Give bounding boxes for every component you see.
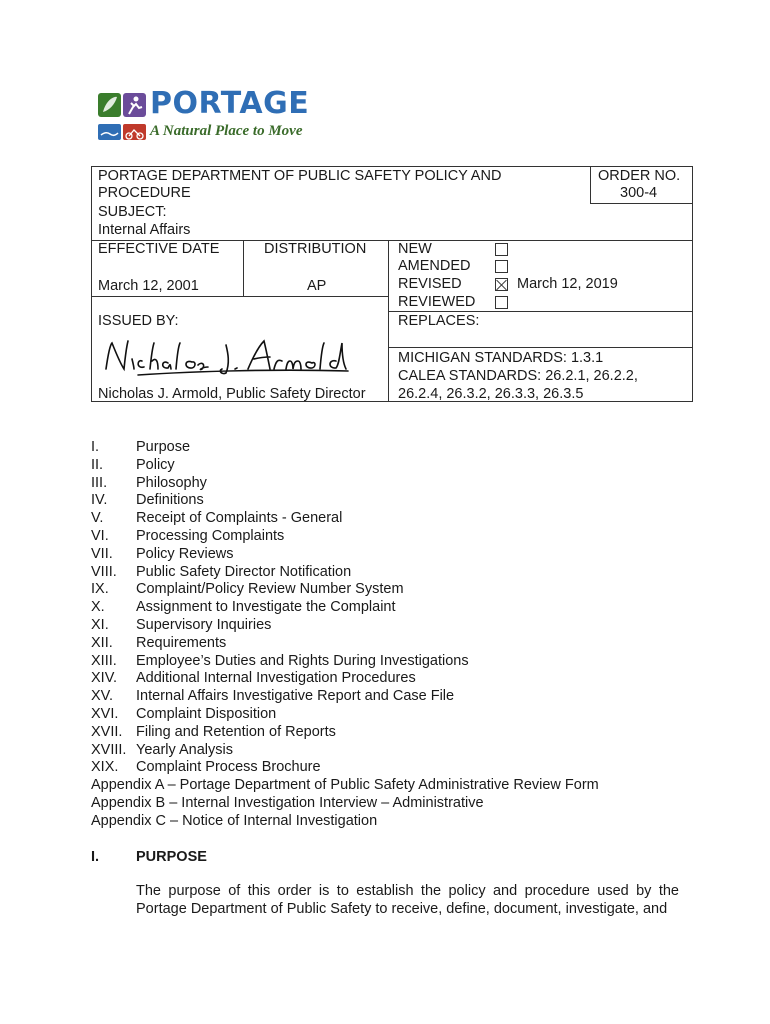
toc-item[interactable]: XIX. Complaint Process Brochure (91, 759, 321, 776)
toc-item[interactable]: VI. Processing Complaints (91, 527, 285, 544)
toc-item[interactable]: VIII. Public Safety Director Notification (91, 563, 352, 580)
policy-title-line2: PROCEDURE (98, 185, 191, 201)
appendix-a-item[interactable]: Appendix A – Portage Department of Public Safety Administrative Review Form (91, 777, 599, 794)
effective-date-label: EFFECTIVE DATE (98, 241, 220, 257)
distribution-label: DISTRIBUTION (264, 241, 367, 257)
toc-item[interactable]: VII. Policy Reviews (91, 545, 234, 562)
status-revised-label: REVISED (398, 276, 462, 292)
order-label: ORDER NO. (598, 168, 681, 184)
subject-label: SUBJECT: (98, 204, 167, 220)
new-checkbox[interactable] (495, 243, 508, 256)
toc-item[interactable]: IV. Definitions (91, 492, 204, 509)
table-of-contents (91, 439, 599, 831)
issuer-name: Nicholas J. Armold, Public Safety Director (98, 386, 366, 402)
logo-wordmark: PORTAGE (150, 86, 310, 121)
toc-item[interactable]: XVII. Filing and Retention of Reports (91, 723, 336, 740)
logo-activity-icons (98, 122, 148, 142)
reviewed-checkbox[interactable] (495, 296, 508, 309)
policy-title-line1: PORTAGE DEPARTMENT OF PUBLIC SAFETY POLICY AND (98, 168, 502, 184)
distribution-value: AP (307, 278, 327, 294)
toc-item[interactable]: XVI. Complaint Disposition (91, 705, 277, 722)
portage-logo (98, 86, 313, 146)
policy-header-table (91, 166, 693, 402)
toc-item[interactable]: III. Philosophy (91, 474, 207, 491)
calea-standards-line2: 26.2.4, 26.3.2, 26.3.3, 26.3.5 (398, 386, 584, 402)
amended-checkbox[interactable] (495, 260, 508, 273)
revised-date: March 12, 2019 (517, 276, 618, 292)
subject-value: Internal Affairs (98, 222, 191, 238)
calea-standards-line1: CALEA STANDARDS: 26.2.1, 26.2.2, (398, 368, 638, 384)
section-number: I. (91, 849, 100, 865)
issued-by-label: ISSUED BY: (98, 313, 179, 329)
toc-item[interactable]: XIV. Additional Internal Investigation Procedures (91, 670, 416, 687)
order-number: 300-4 (620, 185, 658, 201)
toc-item[interactable]: II. Policy (91, 456, 175, 473)
toc-item[interactable]: XII. Requirements (91, 634, 227, 651)
purpose-paragraph: The purpose of this order is to establish the policy and procedure used by the Portage Department of Public Safety to receive, define, document, investigate, and (136, 883, 679, 917)
toc-item[interactable]: XIII. Employee’s Duties and Rights During Investigations (91, 652, 469, 669)
appendix-c-item[interactable]: Appendix C – Notice of Internal Investigation (91, 812, 378, 829)
michigan-standards: MICHIGAN STANDARDS: 1.3.1 (398, 350, 604, 366)
logo-tiles-icon (98, 90, 148, 120)
toc-item[interactable]: V. Receipt of Complaints - General (91, 510, 343, 527)
toc-item[interactable]: I. Purpose (91, 439, 191, 455)
effective-date-value: March 12, 2001 (98, 278, 199, 294)
logo-tagline: A Natural Place to Move (150, 123, 303, 139)
toc-item[interactable]: XI. Supervisory Inquiries (91, 616, 272, 633)
status-reviewed-label: REVIEWED (398, 294, 476, 310)
replaces-label: REPLACES: (398, 313, 480, 329)
toc-item[interactable]: XV. Internal Affairs Investigative Report and Case File (91, 688, 455, 705)
signature-image (98, 335, 383, 379)
section-heading: PURPOSE (136, 849, 207, 865)
toc-item[interactable]: IX. Complaint/Policy Review Number System (91, 581, 404, 598)
toc-item[interactable]: X. Assignment to Investigate the Complaint (91, 599, 396, 616)
toc-item[interactable]: XVIII. Yearly Analysis (91, 741, 233, 758)
status-amended-label: AMENDED (398, 258, 471, 274)
appendix-b-item[interactable]: Appendix B – Internal Investigation Interview – Administrative (91, 794, 484, 811)
revised-checkbox[interactable] (495, 278, 508, 291)
status-new-label: NEW (398, 241, 432, 257)
